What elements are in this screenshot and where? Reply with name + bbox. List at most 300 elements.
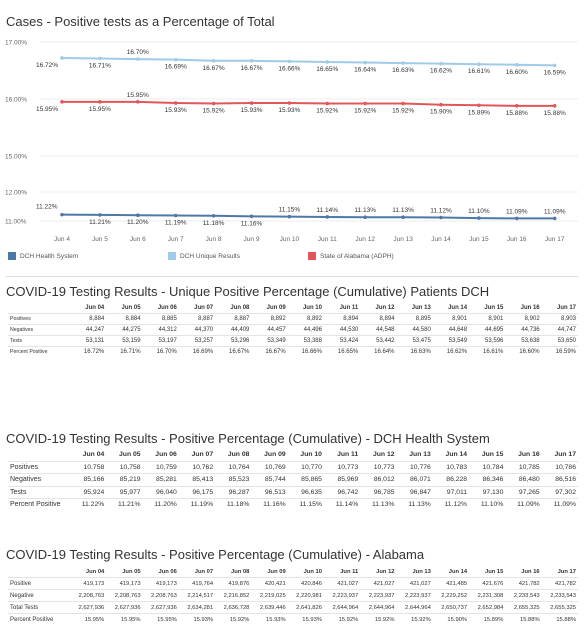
row-label: Tests	[8, 486, 70, 499]
table-cell: 10,764	[215, 461, 251, 474]
table-cell: 86,012	[360, 474, 396, 487]
y-tick-label: 12.00%	[5, 189, 28, 197]
header-cell: Jun 10	[302, 305, 322, 311]
table-cell: 53,638	[505, 336, 541, 347]
table-cell: 15.93%	[251, 614, 287, 626]
table-cell: 15.88%	[505, 614, 541, 626]
table-row	[8, 602, 578, 614]
table-cell: 44,409	[215, 325, 251, 336]
header-cell: Jun 17	[557, 568, 576, 575]
table-cell: 10,773	[360, 461, 396, 474]
table-cell: 15.95%	[70, 614, 106, 626]
table-positive-alabama	[8, 566, 578, 625]
header-cell: Jun 17	[554, 451, 576, 459]
table-cell: 86,071	[397, 474, 433, 487]
x-tick-label: Jun 12	[355, 236, 375, 243]
data-point	[477, 216, 481, 220]
table-header-row	[8, 566, 578, 578]
data-label: 15.92%	[392, 107, 415, 115]
row-label: Negatives	[8, 325, 70, 336]
table-cell: 2,216,852	[215, 590, 251, 602]
table-cell: 44,580	[397, 325, 433, 336]
table-cell: 16.63%	[397, 347, 433, 358]
table-cell: 44,548	[360, 325, 396, 336]
data-point	[326, 102, 330, 106]
data-label: 15.92%	[202, 107, 225, 115]
y-tick-label: 15.00%	[5, 153, 28, 161]
table-cell: 8,892	[251, 314, 287, 325]
data-point	[98, 100, 102, 104]
data-point	[553, 217, 557, 221]
table-cell: 2,627,936	[106, 602, 142, 614]
table-cell: 421,676	[469, 578, 505, 590]
x-tick-label: Jun 8	[205, 236, 222, 243]
table-cell: 44,247	[70, 325, 106, 336]
table-cell: 86,346	[469, 474, 505, 487]
data-point	[363, 215, 367, 219]
table-cell: 97,302	[542, 486, 578, 499]
table-cell: 8,887	[179, 314, 215, 325]
header-cell: Jun 12	[372, 451, 395, 459]
x-tick-label: Jun 10	[279, 236, 300, 243]
table-cell: 53,650	[542, 336, 578, 347]
table-cell: 2,655,325	[542, 602, 578, 614]
header-cell: Jun 14	[448, 568, 468, 575]
table-row	[8, 336, 578, 347]
data-point	[401, 215, 405, 219]
table-cell: 44,736	[505, 325, 541, 336]
table-cell: 86,480	[505, 474, 541, 487]
table-cell: 85,865	[288, 474, 324, 487]
data-label: 11.12%	[430, 207, 452, 215]
table-cell: 85,744	[251, 474, 287, 487]
table-cell: 2,229,252	[433, 590, 469, 602]
table-row	[8, 314, 578, 325]
table-cell: 10,783	[433, 461, 469, 474]
data-point	[288, 101, 292, 105]
data-label: 11.21%	[89, 218, 111, 226]
row-label: Tests	[8, 336, 70, 347]
data-label: 15.90%	[429, 108, 453, 116]
data-label: 11.20%	[127, 219, 149, 227]
data-label: 15.92%	[354, 107, 377, 115]
data-point	[515, 104, 519, 108]
table-cell: 8,885	[143, 314, 179, 325]
table-cell: 53,442	[360, 336, 396, 347]
table-cell: 8,903	[542, 314, 578, 325]
table-row	[8, 578, 578, 590]
table-cell: 96,513	[251, 486, 287, 499]
data-label: 15.92%	[316, 107, 339, 115]
data-point	[136, 213, 140, 217]
series-line	[62, 215, 555, 219]
table-3-title: COVID-19 Testing Results - Positive Percentage (Cumulative) - Alabama	[6, 547, 425, 562]
legend-item	[308, 252, 394, 260]
table-cell: 2,650,737	[433, 602, 469, 614]
table-cell: 11.20%	[143, 499, 179, 511]
data-point	[363, 102, 367, 106]
table-cell: 95,924	[70, 486, 106, 499]
table-row	[8, 614, 578, 626]
table-cell: 419,764	[179, 578, 215, 590]
table-cell: 97,011	[433, 486, 469, 499]
legend-label: DCH Unique Results	[180, 252, 240, 260]
header-cell	[8, 566, 70, 578]
table-cell: 44,275	[106, 325, 142, 336]
header-cell: Jun 11	[339, 305, 359, 311]
table-cell: 11.18%	[215, 499, 251, 511]
table-cell: 11.14%	[324, 499, 360, 511]
data-label: 11.14%	[316, 206, 339, 214]
legend-label: DCH Health System	[20, 252, 79, 260]
table-row	[8, 461, 578, 474]
data-label: 16.65%	[316, 65, 339, 73]
table-cell: 85,219	[106, 474, 142, 487]
chart-title: Cases - Positive tests as a Percentage of Total	[6, 14, 275, 29]
data-point	[288, 215, 292, 219]
data-label: 16.69%	[164, 63, 187, 71]
table-cell: 97,130	[469, 486, 505, 499]
table-cell: 95,977	[106, 486, 142, 499]
table-cell: 2,639,446	[251, 602, 287, 614]
table-cell: 10,785	[505, 461, 541, 474]
table-cell: 96,287	[215, 486, 251, 499]
header-cell: Jun 14	[445, 451, 468, 459]
x-tick-label: Jun 5	[91, 236, 108, 243]
table-cell: 2,644,964	[324, 602, 360, 614]
table-cell: 2,208,763	[70, 590, 106, 602]
table-cell: 421,027	[360, 578, 396, 590]
table-cell: 10,770	[288, 461, 324, 474]
table-cell: 15.92%	[324, 614, 360, 626]
table-cell: 8,901	[433, 314, 469, 325]
table-cell: 2,223,937	[324, 590, 360, 602]
header-cell: Jun 16	[520, 305, 540, 311]
data-label: 16.71%	[88, 62, 111, 70]
header-cell: Jun 09	[264, 451, 286, 459]
table-cell: 2,219,025	[251, 590, 287, 602]
table-cell: 11.13%	[360, 499, 396, 511]
table-row	[8, 474, 578, 487]
data-point	[477, 62, 481, 66]
data-point	[136, 100, 140, 104]
x-tick-label: Jun 16	[507, 236, 527, 243]
header-cell: Jun 13	[412, 568, 431, 575]
legend-item	[168, 252, 240, 260]
table-cell: 2,644,964	[360, 602, 396, 614]
y-tick-label: 16.00%	[5, 96, 28, 104]
table-cell: 421,485	[433, 578, 469, 590]
data-point	[212, 59, 216, 63]
header-cell: Jun 07	[194, 305, 214, 311]
data-point	[401, 61, 405, 65]
data-point	[136, 57, 140, 61]
data-label: 11.09%	[543, 208, 566, 216]
table-cell: 2,652,984	[469, 602, 505, 614]
header-cell: Jun 16	[521, 568, 540, 575]
header-cell: Jun 09	[266, 305, 286, 311]
y-tick-label: 17.00%	[5, 39, 28, 47]
table-cell: 85,413	[179, 474, 215, 487]
table-cell: 16.64%	[360, 347, 396, 358]
data-label: 11.13%	[392, 207, 414, 215]
row-label: Positive	[8, 578, 70, 590]
table-cell: 15.92%	[215, 614, 251, 626]
table-cell: 44,648	[433, 325, 469, 336]
table-cell: 10,762	[179, 461, 215, 474]
header-cell: Jun 15	[484, 305, 504, 311]
series-line	[62, 58, 555, 65]
header-cell: Jun 08	[227, 451, 250, 459]
data-label: 16.62%	[429, 67, 453, 75]
table-cell: 85,281	[143, 474, 179, 487]
table-cell: 2,655,325	[505, 602, 541, 614]
header-cell: Jun 04	[85, 305, 105, 311]
table-cell: 8,902	[505, 314, 541, 325]
table-cell: 11.22%	[70, 499, 106, 511]
table-unique-positive-dch	[8, 303, 578, 357]
data-point	[477, 103, 481, 107]
divider	[6, 276, 578, 277]
data-label: 15.93%	[164, 106, 187, 114]
data-point	[401, 102, 405, 106]
data-point	[515, 63, 519, 67]
table-cell: 8,894	[324, 314, 360, 325]
header-cell: Jun 14	[448, 305, 468, 311]
data-label: 15.95%	[36, 105, 59, 113]
row-label: Percent Positive	[8, 347, 70, 358]
data-point	[553, 104, 557, 108]
table-cell: 44,747	[542, 325, 578, 336]
legend-item	[8, 252, 78, 260]
row-label: Total Tests	[8, 602, 70, 614]
table-cell: 53,197	[143, 336, 179, 347]
table-cell: 53,388	[288, 336, 324, 347]
data-label: 16.60%	[505, 68, 528, 76]
data-point	[439, 62, 443, 66]
table-cell: 2,223,937	[397, 590, 433, 602]
table-cell: 419,173	[106, 578, 142, 590]
table-cell: 419,876	[215, 578, 251, 590]
data-point	[326, 215, 330, 219]
table-positive-dch-health-system	[8, 449, 578, 511]
table-cell: 16.69%	[179, 347, 215, 358]
data-label: 16.63%	[392, 67, 415, 75]
table-cell: 53,424	[324, 336, 360, 347]
table-row	[8, 325, 578, 336]
data-label: 16.64%	[354, 66, 377, 74]
table-row	[8, 590, 578, 602]
table-cell: 44,457	[251, 325, 287, 336]
table-1-title: COVID-19 Testing Results - Unique Positive Percentage (Cumulative) Patients DCH	[6, 284, 490, 299]
header-cell: Jun 10	[303, 568, 322, 575]
table-cell: 96,785	[360, 486, 396, 499]
data-label: 11.15%	[278, 206, 301, 214]
header-cell: Jun 08	[230, 305, 250, 311]
table-cell: 10,769	[251, 461, 287, 474]
row-label: Percent Positive	[8, 499, 70, 511]
header-cell: Jun 16	[518, 451, 540, 459]
data-point	[439, 216, 443, 220]
data-point	[174, 214, 178, 218]
table-cell: 11.19%	[179, 499, 215, 511]
table-cell: 10,758	[106, 461, 142, 474]
table-cell: 2,208,763	[106, 590, 142, 602]
table-cell: 11.09%	[542, 499, 578, 511]
table-cell: 15.92%	[397, 614, 433, 626]
table-cell: 53,257	[179, 336, 215, 347]
table-cell: 16.59%	[542, 347, 578, 358]
data-label: 16.67%	[240, 64, 263, 72]
header-cell: Jun 07	[194, 568, 214, 575]
data-label: 15.88%	[543, 109, 566, 117]
header-cell: Jun 12	[376, 568, 395, 575]
header-cell: Jun 06	[158, 568, 177, 575]
x-tick-label: Jun 11	[317, 236, 337, 243]
table-cell: 421,027	[397, 578, 433, 590]
table-cell: 16.67%	[251, 347, 287, 358]
table-cell: 53,296	[215, 336, 251, 347]
table-cell: 16.67%	[215, 347, 251, 358]
table-cell: 2,634,281	[179, 602, 215, 614]
table-cell: 2,231,308	[469, 590, 505, 602]
table-cell: 420,421	[251, 578, 287, 590]
data-point	[212, 102, 216, 106]
row-label: Positives	[8, 461, 70, 474]
table-cell: 10,786	[542, 461, 578, 474]
table-row	[8, 486, 578, 499]
table-cell: 11.13%	[397, 499, 433, 511]
table-cell: 11.15%	[288, 499, 324, 511]
header-cell: Jun 12	[375, 305, 395, 311]
data-point	[288, 60, 292, 64]
data-point	[98, 213, 102, 217]
table-cell: 421,027	[324, 578, 360, 590]
table-cell: 15.90%	[433, 614, 469, 626]
table-cell: 11.21%	[106, 499, 142, 511]
x-tick-label: Jun 4	[54, 236, 70, 243]
data-label: 11.19%	[164, 219, 187, 227]
header-cell: Jun 07	[191, 451, 214, 459]
table-cell: 96,175	[179, 486, 215, 499]
data-point	[212, 214, 216, 218]
header-cell: Jun 05	[119, 451, 141, 459]
data-point	[98, 57, 102, 61]
table-cell: 85,166	[70, 474, 106, 487]
table-cell: 85,523	[215, 474, 251, 487]
data-point	[363, 61, 367, 65]
data-label: 16.70%	[126, 49, 149, 57]
table-cell: 419,173	[70, 578, 106, 590]
table-cell: 8,895	[397, 314, 433, 325]
chart-legend	[8, 252, 578, 266]
data-label: 11.09%	[506, 208, 528, 216]
table-cell: 2,223,937	[360, 590, 396, 602]
legend-label: State of Alabama (ADPH)	[320, 252, 394, 260]
x-tick-label: Jun 15	[469, 236, 489, 243]
table-cell: 11.12%	[433, 499, 469, 511]
header-cell: Jun 11	[337, 451, 359, 459]
x-tick-label: Jun 6	[129, 236, 146, 243]
table-cell: 420,846	[288, 578, 324, 590]
data-label: 16.72%	[36, 61, 59, 69]
data-label: 15.88%	[505, 109, 528, 117]
table-cell: 44,312	[143, 325, 179, 336]
header-cell: Jun 11	[340, 568, 359, 575]
table-cell: 16.62%	[433, 347, 469, 358]
x-tick-label: Jun 9	[243, 236, 260, 243]
data-point	[174, 101, 178, 105]
table-cell: 44,496	[288, 325, 324, 336]
table-cell: 2,233,543	[505, 590, 541, 602]
table-cell: 8,887	[215, 314, 251, 325]
table-cell: 11.09%	[505, 499, 541, 511]
data-point	[174, 58, 178, 62]
data-label: 15.95%	[126, 91, 149, 99]
table-cell: 96,635	[288, 486, 324, 499]
header-cell: Jun 04	[85, 568, 105, 575]
table-cell: 421,782	[542, 578, 578, 590]
header-cell: Jun 09	[267, 568, 286, 575]
y-tick-label: 11.00%	[5, 218, 27, 226]
table-cell: 16.60%	[505, 347, 541, 358]
row-label: Negative	[8, 590, 70, 602]
table-2-title: COVID-19 Testing Results - Positive Percentage (Cumulative) - DCH Health System	[6, 431, 490, 446]
table-cell: 44,530	[324, 325, 360, 336]
table-cell: 8,894	[360, 314, 396, 325]
table-cell: 15.93%	[179, 614, 215, 626]
table-cell: 2,644,964	[397, 602, 433, 614]
table-row	[8, 347, 578, 358]
header-cell	[8, 303, 70, 314]
data-point	[250, 59, 254, 63]
data-label: 11.18%	[202, 219, 225, 227]
table-cell: 2,233,543	[542, 590, 578, 602]
table-cell: 10,773	[324, 461, 360, 474]
data-label: 15.89%	[467, 109, 490, 117]
table-cell: 2,627,936	[143, 602, 179, 614]
table-row	[8, 499, 578, 511]
table-cell: 85,969	[324, 474, 360, 487]
table-cell: 16.72%	[70, 347, 106, 358]
data-label: 16.59%	[543, 69, 566, 77]
table-cell: 86,516	[542, 474, 578, 487]
series-line	[62, 102, 555, 106]
table-cell: 11.16%	[251, 499, 287, 511]
table-cell: 8,901	[469, 314, 505, 325]
table-cell: 10,776	[397, 461, 433, 474]
table-cell: 2,208,763	[143, 590, 179, 602]
header-cell: Jun 04	[82, 451, 105, 459]
data-label: 11.10%	[468, 208, 490, 216]
table-cell: 96,847	[397, 486, 433, 499]
data-point	[250, 101, 254, 105]
table-cell: 8,884	[70, 314, 106, 325]
data-label: 16.67%	[202, 64, 225, 72]
table-cell: 10,784	[469, 461, 505, 474]
header-cell: Jun 15	[485, 568, 504, 575]
table-cell: 16.71%	[106, 347, 142, 358]
table-cell: 2,641,826	[288, 602, 324, 614]
data-point	[553, 64, 557, 68]
table-cell: 53,159	[106, 336, 142, 347]
legend-swatch	[308, 252, 316, 260]
table-cell: 2,214,517	[179, 590, 215, 602]
table-cell: 15.92%	[360, 614, 396, 626]
table-cell: 8,892	[288, 314, 324, 325]
line-chart	[0, 28, 584, 250]
table-cell: 419,173	[143, 578, 179, 590]
